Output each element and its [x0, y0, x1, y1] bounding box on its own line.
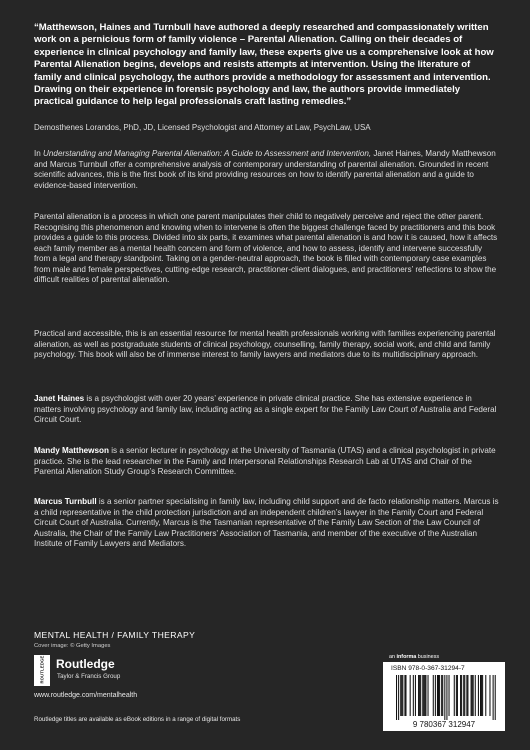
- barcode-bar: [442, 675, 443, 716]
- barcode-bar: [401, 675, 402, 716]
- barcode-bar: [420, 675, 421, 716]
- barcode-bar: [433, 675, 434, 716]
- description-paragraph-3: Practical and accessible, this is an essential resource for mental health professionals working with families experiencing parental alienation, as well as postgraduate students of clinical psychology, counselling, family therapy, social work, and child and family psychology. This book will also be of immense interest to family lawyers and mediators due to its multidisciplinary approach.: [34, 329, 496, 359]
- barcode-bar: [410, 675, 411, 716]
- barcode-bar: [475, 675, 476, 716]
- barcode-bar: [422, 675, 423, 716]
- book-title: Understanding and Managing Parental Alienation: A Guide to Assessment and Intervention,: [43, 149, 372, 158]
- endorsement-quote: “Matthewson, Haines and Turnbull have authored a deeply researched and compassionately written work on a pernicious form of family violence – Parental Alienation. Calling on their decades of experience in clinical psychology and family law, these experts give us a comprehensive look at how Parental Alienation begins, develops and resists attempts at intervention. Using the literature of family and clinical psychology, the authors provide a methodology for assessment and intervention. Drawing on their experience in forensic psychology and law, the authors provide immediately practical guidance to help legal professionals craft lasting remedies.”: [34, 22, 494, 108]
- barcode-bar: [460, 675, 461, 716]
- barcode-bar: [495, 675, 496, 720]
- barcode-bar: [405, 675, 406, 716]
- barcode-bar: [404, 675, 405, 716]
- description-paragraph-2: Parental alienation is a process in which one parent manipulates their child to negatively perceive and reject the other parent. Recognising this phenomenon and knowing when to intervene is often the biggest challenge faced by practitioners and this book provides a guide to this process. Divided into six parts, it examines what parental alienation is and how it is caused, how it affects each family member as a mental health concern and form of violence, and how to assess, identify and intervene successfully from a legal and therapy standpoint. Taking on a gender-neutral approach, the book is filled with contemporary case examples from male and female perspectives, cutting-edge research, practitioner-client dialogues, and practitioners’ reflections to show the difficult realities of parental alienation.: [34, 212, 498, 284]
- barcode-bar: [489, 675, 490, 716]
- barcode-bar: [415, 675, 416, 716]
- barcode-bar: [396, 675, 397, 720]
- barcode-bar: [456, 675, 457, 716]
- barcode-bar: [461, 675, 462, 716]
- author-name: Marcus Turnbull: [34, 497, 97, 506]
- barcode-bar: [441, 675, 442, 716]
- barcode-bar: [446, 675, 447, 720]
- author-bio-text: is a senior lecturer in psychology at the University of Tasmania (UTAS) and a clinical psychologist in private practice. She is the lead researcher in the Family and Interpersonal Relationships Research Lab at UTAS and Chair of the Parental Alienation Study Group’s Research Committee.: [34, 446, 496, 476]
- barcode-panel: [383, 662, 505, 731]
- informa-name: informa: [396, 654, 417, 660]
- barcode-bar: [439, 675, 440, 716]
- barcode-bar: [435, 675, 436, 716]
- barcode-bar: [424, 675, 425, 716]
- barcode-bar: [400, 675, 401, 716]
- informa-business-label: [389, 654, 439, 660]
- informa-suffix: business: [416, 654, 440, 660]
- author-name: Mandy Matthewson: [34, 446, 109, 455]
- barcode-bar: [481, 675, 482, 716]
- barcode-bar: [398, 675, 399, 720]
- barcode-bar: [425, 675, 426, 716]
- publisher-group: Taylor & Francis Group: [57, 673, 121, 680]
- author-bio-text: is a senior partner specialising in family law, including child support and de facto relationship matters. Marcus is a child representative in the child protection jurisdiction and an independent children’s lawyer in the Family Court and Federal Circuit Court of Australia. Currently, Marcus is the Tasmanian representative of the Family Law Section of the Law Council of Australia, the Chair of the Family Law Practitioners’ Association of Tasmania, and member of the executive of the Australian Institute of Family Lawyers and Mediators.: [34, 497, 499, 548]
- barcode-icon: [389, 675, 499, 729]
- barcode-bar: [454, 675, 455, 716]
- description-intro-rest: Janet Haines, Mandy Matthewson and Marcus Turnbull offer a comprehensive analysis of contemporary understanding of parental alienation. Grounded in recent scientific advances, this is the first book of its kind providing resources on how to identify parental alienation and a guide to evidence-based intervention.: [34, 149, 496, 190]
- barcode-bar: [466, 675, 467, 716]
- barcode-bar: [449, 675, 450, 716]
- author-bio-text: is a psychologist with over 20 years’ experience in private clinical practice. She has extensive experience in matters involving psychology and family law, including acting as a single expert for the Family Law Court of Australia and Federal Circuit Court.: [34, 394, 497, 424]
- barcode-bar: [480, 675, 481, 716]
- barcode-number: 9 780367 312947: [412, 720, 476, 729]
- description-paragraph-1: [34, 149, 500, 191]
- barcode-bar: [485, 675, 486, 716]
- barcode-bar: [472, 675, 473, 716]
- barcode-bar: [463, 675, 464, 716]
- barcode-bar: [402, 675, 403, 716]
- barcode-bar: [428, 675, 429, 716]
- barcode-bar: [464, 675, 465, 716]
- barcode-bar: [418, 675, 419, 716]
- author-bio-turnbull: [34, 497, 500, 550]
- barcode-bar: [482, 675, 483, 716]
- author-bio-haines: [34, 394, 500, 426]
- informa-prefix: an: [389, 654, 397, 660]
- barcode-bar: [444, 675, 445, 720]
- description-intro: In: [34, 149, 44, 158]
- subject-category: MENTAL HEALTH / FAMILY THERAPY: [34, 630, 196, 640]
- barcode-bar: [493, 675, 494, 720]
- barcode-bar: [413, 675, 414, 716]
- publisher-url[interactable]: www.routledge.com/mentalhealth: [34, 692, 138, 699]
- barcode-bar: [419, 675, 420, 716]
- barcode-bar: [473, 675, 474, 716]
- barcode-bar: [457, 675, 458, 716]
- routledge-logo-icon: [34, 655, 50, 686]
- barcode-bar: [471, 675, 472, 716]
- barcode-bar: [478, 675, 479, 716]
- author-name: Janet Haines: [34, 394, 85, 403]
- logo-mark-text: ROUTLEDGE: [39, 655, 45, 684]
- barcode-bar: [437, 675, 438, 716]
- ebook-note: Routledge titles are available as eBook editions in a range of digital formats: [34, 716, 241, 723]
- barcode-bar: [438, 675, 439, 716]
- publisher-name: Routledge: [56, 657, 115, 671]
- cover-credit: Cover image: © Getty Images: [34, 643, 111, 649]
- isbn-number: ISBN 978-0-367-31294-7: [391, 665, 465, 672]
- barcode-bar: [423, 675, 424, 716]
- barcode-bar: [467, 675, 468, 716]
- author-bio-matthewson: [34, 446, 500, 478]
- endorsement-attribution: Demosthenes Lorandos, PhD, JD, Licensed Psychologist and Attorney at Law, PsychLaw, USA: [34, 123, 371, 132]
